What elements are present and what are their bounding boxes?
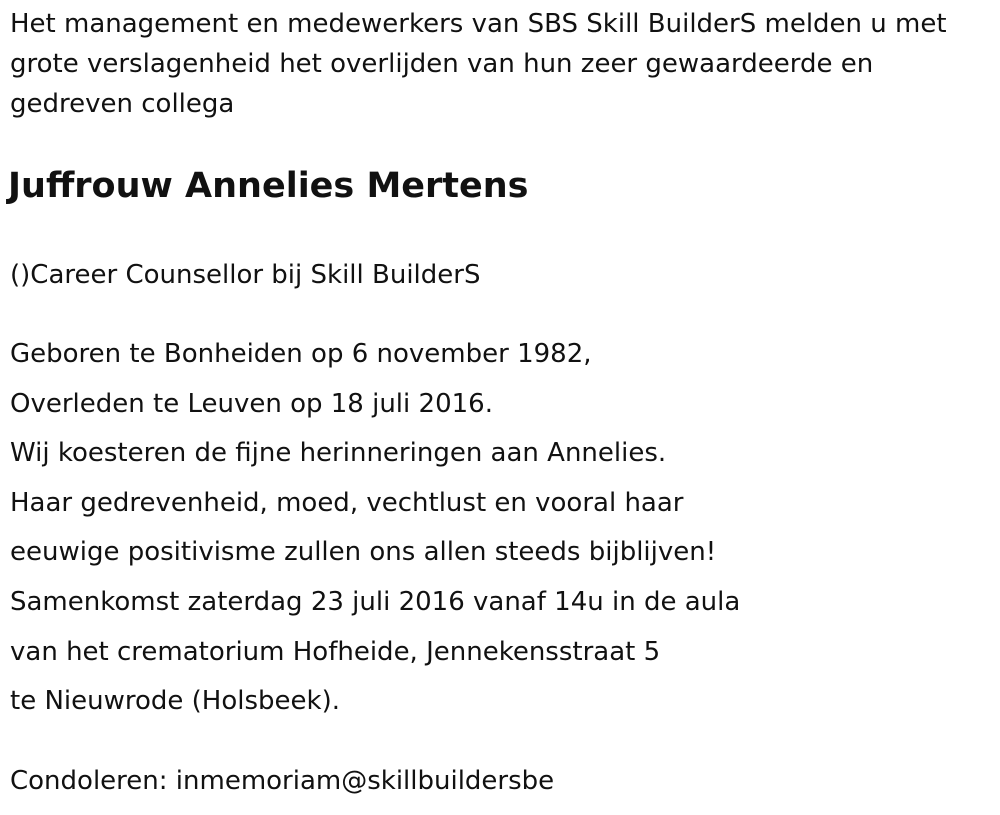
condolences-contact: Condoleren: inmemoriam@skillbuildersbe bbox=[10, 766, 555, 796]
deceased-role: ()Career Counsellor bij Skill BuilderS bbox=[10, 260, 481, 290]
intro-line: grote verslagenheid het overlijden van hun zeer gewaardeerde en bbox=[10, 49, 874, 79]
detail-line-venue: van het crematorium Hofheide, Jennekensstraat 5 bbox=[10, 636, 661, 667]
detail-line-born: Geboren te Bonheiden op 6 november 1982, bbox=[10, 339, 592, 369]
detail-line: Haar gedrevenheid, moed, vechtlust en vooral haar bbox=[10, 487, 684, 518]
intro-line: gedreven collega bbox=[10, 89, 235, 119]
detail-line-location: te Nieuwrode (Holsbeek). bbox=[10, 686, 340, 717]
deceased-name: Juffrouw Annelies Mertens bbox=[8, 166, 529, 206]
detail-line: Wij koesteren de fijne herinneringen aan Annelies. bbox=[10, 438, 667, 469]
detail-line-died: Overleden te Leuven op 18 juli 2016. bbox=[10, 388, 493, 419]
intro-line: Het management en medewerkers van SBS Skill BuilderS melden u met bbox=[10, 9, 947, 39]
intro-paragraph bbox=[10, 4, 985, 124]
obituary-details bbox=[10, 334, 740, 731]
detail-line-gathering: Samenkomst zaterdag 23 juli 2016 vanaf 14u in de aula bbox=[10, 586, 741, 617]
detail-line: eeuwige positivisme zullen ons allen steeds bijblijven! bbox=[10, 537, 717, 568]
